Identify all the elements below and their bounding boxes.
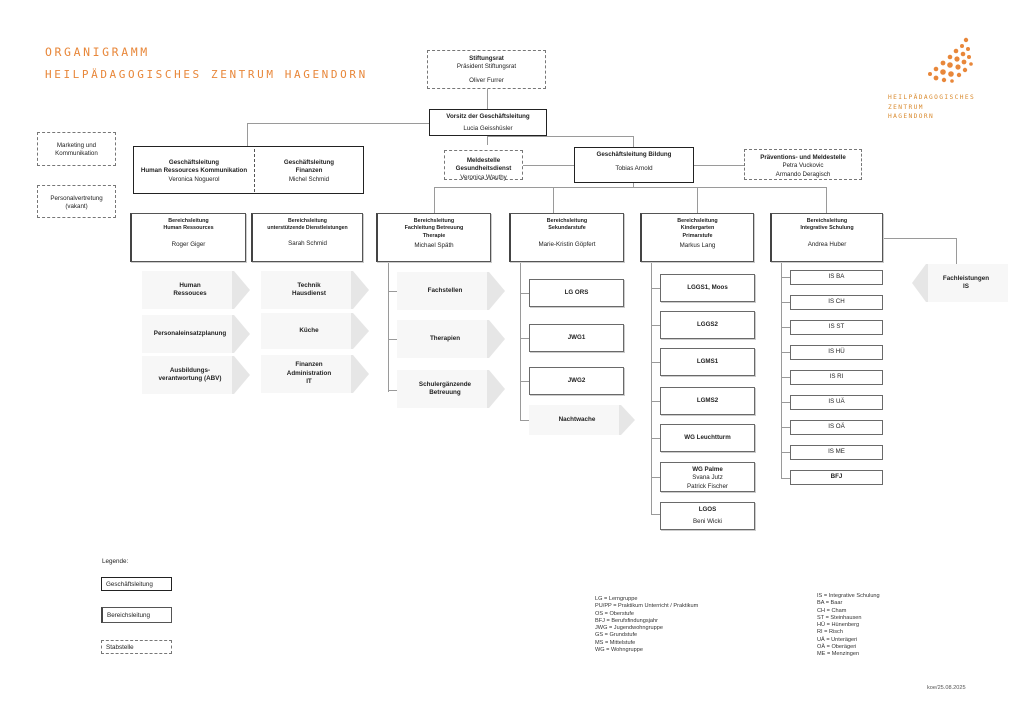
- unit-lgms2: LGMS2: [660, 387, 755, 415]
- unit-finanzen-admin-it: Finanzen Administration IT: [261, 355, 369, 398]
- unit-is-ba: IS BA: [790, 270, 883, 285]
- unit-ausbildungsverantwortung: Ausbildungs- verantwortung (ABV): [142, 356, 250, 399]
- unit-fachleistungen-is: Fachleistungen IS: [912, 264, 1008, 307]
- unit-bfj: BFJ: [790, 470, 883, 485]
- unit-is-ri: IS RI: [790, 370, 883, 385]
- unit-lggs1: LGGS1, Moos: [660, 274, 755, 302]
- unit-is-oa: IS OÄ: [790, 420, 883, 435]
- bl-uds-box: Bereichsleitung unterstützende Dienstleistungen Sarah Schmid: [251, 213, 363, 262]
- unit-lgms1: LGMS1: [660, 348, 755, 376]
- unit-lgos: LGOS Beni Wicki: [660, 502, 755, 530]
- unit-schulergaenzende-betreuung: Schulergänzende Betreuung: [397, 370, 505, 413]
- personalvertretung-box: Personalvertretung (vakant): [37, 185, 116, 218]
- unit-kueche: Küche: [261, 313, 369, 354]
- legend-stabstelle: Stabstelle: [101, 640, 172, 654]
- meldestelle-box: Meldestelle Gesundheitsdienst Veronica Wauthy: [444, 150, 523, 180]
- stiftungsrat-box: Stiftungsrat Präsident Stiftungsrat Oliver Furrer: [427, 50, 546, 89]
- unit-is-st: IS ST: [790, 320, 883, 335]
- legend-title: Legende:: [102, 558, 129, 565]
- bl-kiga-box: Bereichsleitung Kindergarten Primarstufe Markus Lang: [640, 213, 754, 262]
- unit-therapien: Therapien: [397, 320, 505, 363]
- unit-jwg1: JWG1: [529, 324, 624, 352]
- dots-logo-icon: [924, 36, 976, 86]
- abbreviations-list-2: IS = Integrative Schulung BA = Baar CH = Cham ST = Steinhausen HÜ = Hünenberg RI = Risch UÄ = Unterägeri OÄ = Oberägeri ME = Menzingen: [817, 593, 880, 658]
- unit-human-ressources: Human Ressouces: [142, 271, 250, 314]
- unit-nachtwache: Nachtwache: [529, 405, 635, 440]
- page-title: ORGANIGRAMM: [45, 45, 150, 59]
- unit-lggs2: LGGS2: [660, 311, 755, 339]
- gl-bildung-box: Geschäftsleitung Bildung Tobias Arnold: [574, 147, 694, 183]
- unit-wg-leuchtturm: WG Leuchtturm: [660, 424, 755, 452]
- unit-is-ua: IS UÄ: [790, 395, 883, 410]
- unit-fachstellen: Fachstellen: [397, 272, 505, 315]
- unit-personaleinsatzplanung: Personaleinsatzplanung: [142, 315, 250, 358]
- bl-sek-box: Bereichsleitung Sekundarstufe Marie-Kristin Göpfert: [509, 213, 624, 262]
- vorsitz-box: Vorsitz der Geschäftsleitung Lucia Geisshüsler: [429, 109, 547, 136]
- unit-is-me: IS ME: [790, 445, 883, 460]
- unit-wg-palme: WG Palme Svana Jutz Patrick Fischer: [660, 462, 755, 492]
- footer-date: koe/25.08.2025: [927, 685, 966, 691]
- abbreviations-list-1: LG = Lerngruppe PU/PP = Praktikum Unterricht / Praktikum OS = Oberstufe BFJ = Berufsfindungsjahr JWG = Jugendwohngruppe GS = Grundstufe MS = Mittelstufe WG = Wohngruppe: [595, 596, 699, 653]
- marketing-box: Marketing und Kommunikation: [37, 132, 116, 166]
- legend-bereichsleitung: Bereichsleitung: [101, 607, 172, 623]
- praevention-box: Präventions- und Meldestelle Petra Vuckovic Armando Deragisch: [744, 149, 862, 180]
- unit-jwg2: JWG2: [529, 367, 624, 395]
- bl-is-box: Bereichsleitung Integrative Schulung Andrea Huber: [770, 213, 883, 262]
- unit-is-ch: IS CH: [790, 295, 883, 310]
- logo-text: HEILPÄDAGOGISCHES ZENTRUM HAGENDORN: [888, 94, 976, 121]
- bl-fachleitung-box: Bereichsleitung Fachleitung Betreuung Therapie Michael Späth: [376, 213, 491, 262]
- bl-hr-box: Bereichsleitung Human Ressources Roger Giger: [130, 213, 246, 262]
- unit-technik-hausdienst: Technik Hausdienst: [261, 271, 369, 314]
- legend-geschaeftsleitung: Geschäftsleitung: [101, 577, 172, 591]
- gl-hr-fin-box: Geschäftsleitung Human Ressources Kommunikation Veronica Noguerol Geschäftsleitung Finanzen Michel Schmid: [133, 146, 364, 194]
- unit-lg-ors: LG ORS: [529, 279, 624, 307]
- unit-is-hu: IS HÜ: [790, 345, 883, 360]
- page-subtitle: HEILPÄDAGOGISCHES ZENTRUM HAGENDORN: [45, 68, 368, 81]
